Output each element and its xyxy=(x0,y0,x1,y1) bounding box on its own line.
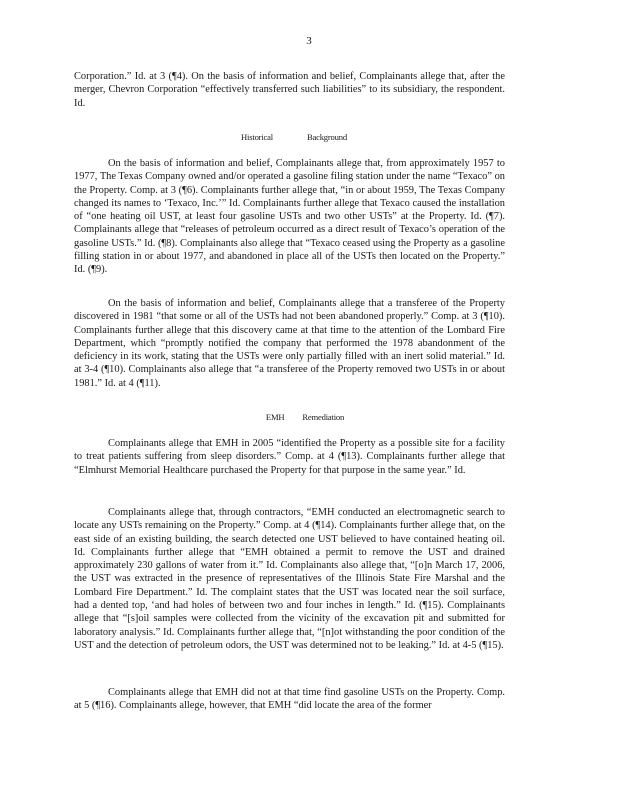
paragraph-history-2: On the basis of information and belief, Complainants allege that a transferee of the Property discovered in 1981 “that some or all of the USTs had not been abandoned properly.” Comp. at 3 (¶10). Complainants further allege that this discovery came at that time to the attention of the Lombard Fire Department, which “promptly notified the company that performed the 1978 abandonment of the deficiency in its work, stating that the USTs were only partially filled with an inert solid material.” Id. at 3-4 (¶10). Complainants also allege that “a transferee of the Property removed two USTs in or about 1981.” Id. at 4 (¶11). xyxy=(74,298,505,389)
page-number: 3 xyxy=(306,35,312,47)
heading-historical-background xyxy=(0,131,618,144)
paragraph-emh-1: Complainants allege that EMH in 2005 “identified the Property as a possible site for a facility to treat patients suffering from sleep disorders.” Comp. at 4 (¶13). Complainants further allege that “Elmhurst Memorial Healthcare purchased the Property for that purpose in the same year.” Id. xyxy=(74,438,505,476)
heading-word: Remediation xyxy=(302,412,345,422)
paragraph-continuation: Corporation.” Id. at 3 (¶4). On the basis of information and belief, Complainants allege that, after the merger, Chevron Corporation “effectively transferred such liabilities” to its subsidiary, the respondent. Id. xyxy=(74,71,505,109)
heading-emh-remediation xyxy=(0,411,618,424)
paragraph-emh-3: Complainants allege that EMH did not at that time find gasoline USTs on the Property. Comp. at 5 (¶16). Complainants allege, however, that EMH “did locate the area of the former xyxy=(74,687,505,712)
heading-word: Background xyxy=(306,132,347,142)
heading-word: Historical xyxy=(241,132,273,142)
paragraph-history-1: On the basis of information and belief, Complainants allege that, from approximately 1957 to 1977, The Texas Company owned and/or operated a gasoline filing station under the name “Texaco” on the Property. Comp. at 3 (¶6). Complainants further allege that, “in or about 1959, The Texas Company changed its names to ‘Texaco, Inc.’” Id. Complainants further allege that Texaco caused the installation of “one heating oil UST, at least four gasoline USTs and two other USTs” at the Property. Id. (¶7). Complainants allege that “releases of petroleum occurred as a direct result of Texaco’s operation of the gasoline USTs.” Id. (¶8). Complainants also allege that “Texaco ceased using the Property as a gasoline filling station in or about 1977, and abandoned in place all of the USTs then located on the Property.” Id. (¶9). xyxy=(74,158,505,276)
heading-word: EMH xyxy=(265,412,285,422)
paragraph-emh-2: Complainants allege that, through contractors, “EMH conducted an electromagnetic search to locate any USTs remaining on the Property.” Comp. at 4 (¶14). Complainants further allege that, on the east side of an existing building, the search detected one UST believed to have contained heating oil. Id. Complainants further allege that “EMH obtained a permit to remove the UST and drained approximately 230 gallons of water from it.” Id. Complainants also allege that, “[o]n March 17, 2006, the UST was extracted in the presence of representatives of the Illinois State Fire Marshal and the Lombard Fire Department.” Id. The complaint states that the UST was located near the soil surface, had a dented top, ‘and had holes of between two and four inches in length.” Id. (¶15). Complainants allege that “[s]oil samples were collected from the vicinity of the excavation pit and submitted for laboratory analysis.” Id. Complainants further allege that, “[n]ot withstanding the poor condition of the UST and the detection of petroleum odors, the UST was determined not to be leaking.” Id. at 4-5 (¶15). xyxy=(74,507,505,651)
